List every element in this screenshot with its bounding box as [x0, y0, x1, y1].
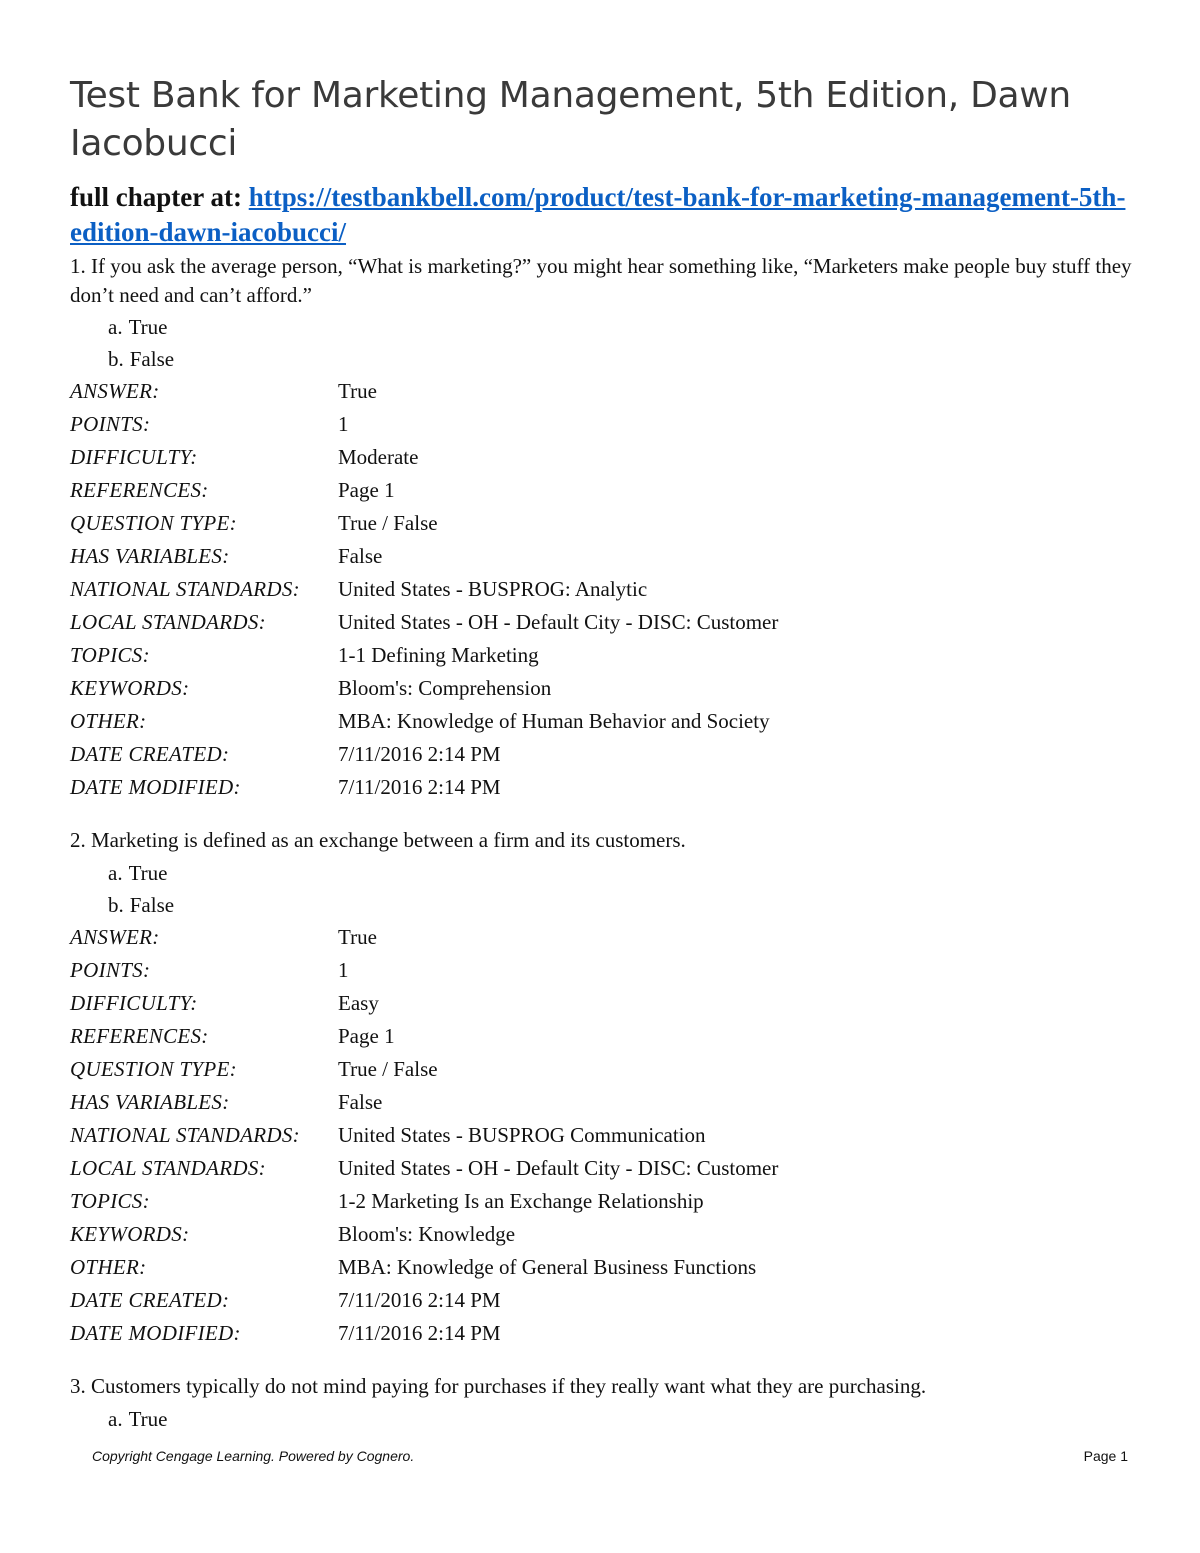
question-text: 2. Marketing is defined as an exchange between a firm and its customers. [70, 828, 686, 852]
points-value: 1 [338, 412, 349, 436]
question-text: 1. If you ask the average person, “What is marketing?” you might hear something like, “Marketers make people buy stuff they don’t need and can’t afford.” [70, 254, 1132, 307]
option-b: b. False [108, 347, 175, 371]
local-standards-label: LOCAL STANDARDS: [70, 610, 266, 634]
question-metadata [70, 375, 1140, 804]
keywords-value: Bloom's: Comprehension [338, 676, 552, 700]
question-type-value: True / False [338, 511, 438, 535]
question-metadata [70, 921, 1140, 1350]
points-label: POINTS: [70, 412, 151, 436]
keywords-value: Bloom's: Knowledge [338, 1221, 516, 1246]
keywords-label: KEYWORDS: [70, 1221, 190, 1246]
date-modified-value: 7/11/2016 2:14 PM [338, 1320, 501, 1345]
other-value: MBA: Knowledge of General Business Functions [338, 1254, 757, 1279]
answer-label: ANSWER: [70, 924, 160, 949]
answer-label: ANSWER: [70, 379, 160, 403]
national-standards-value: United States - BUSPROG: Analytic [338, 577, 648, 601]
local-standards-label: LOCAL STANDARDS: [70, 1155, 266, 1180]
question-2 [70, 826, 1140, 1350]
difficulty-value: Moderate [338, 445, 419, 469]
other-value: MBA: Knowledge of Human Behavior and Society [338, 709, 770, 733]
other-label: OTHER: [70, 1254, 147, 1279]
topics-label: TOPICS: [70, 643, 150, 667]
keywords-label: KEYWORDS: [70, 676, 190, 700]
other-label: OTHER: [70, 709, 147, 733]
points-label: POINTS: [70, 957, 151, 982]
chapter-link[interactable]: https://testbankbell.com/product/test-bank-for-marketing-management-5th-edition-dawn-iacobucci/ [70, 182, 1126, 247]
footer-page-number: Page 1 [1083, 1448, 1128, 1464]
references-label: REFERENCES: [70, 1023, 209, 1048]
topics-value: 1-2 Marketing Is an Exchange Relationship [338, 1188, 704, 1213]
difficulty-label: DIFFICULTY: [70, 445, 198, 469]
topics-value: 1-1 Defining Marketing [338, 643, 539, 667]
date-created-label: DATE CREATED: [70, 1287, 230, 1312]
answer-value: True [338, 924, 377, 949]
question-type-label: QUESTION TYPE: [70, 511, 237, 535]
has-variables-value: False [338, 544, 383, 568]
option-a: a. True [108, 315, 168, 339]
option-b: b. False [108, 892, 175, 917]
option-a: a. True [108, 1406, 168, 1431]
difficulty-label: DIFFICULTY: [70, 990, 198, 1015]
option-a: a. True [108, 860, 168, 885]
local-standards-value: United States - OH - Default City - DISC: Customer [338, 610, 779, 634]
document-title: Test Bank for Marketing Management, 5th Edition, Dawn Iacobucci [70, 75, 1071, 164]
question-type-value: True / False [338, 1056, 438, 1081]
references-value: Page 1 [338, 478, 395, 502]
references-value: Page 1 [338, 1023, 395, 1048]
national-standards-value: United States - BUSPROG Communication [338, 1122, 706, 1147]
has-variables-label: HAS VARIABLES: [70, 1089, 230, 1114]
references-label: REFERENCES: [70, 478, 209, 502]
has-variables-value: False [338, 1089, 383, 1114]
points-value: 1 [338, 957, 349, 982]
date-created-value: 7/11/2016 2:14 PM [338, 742, 501, 766]
date-modified-value: 7/11/2016 2:14 PM [338, 775, 501, 799]
topics-label: TOPICS: [70, 1188, 150, 1213]
chapter-link-line [70, 180, 1150, 250]
footer-copyright: Copyright Cengage Learning. Powered by Cognero. [92, 1448, 415, 1464]
local-standards-value: United States - OH - Default City - DISC: Customer [338, 1155, 779, 1180]
question-text: 3. Customers typically do not mind paying for purchases if they really want what they are purchasing. [70, 1374, 927, 1398]
answer-value: True [338, 379, 377, 403]
date-modified-label: DATE MODIFIED: [70, 775, 241, 799]
question-type-label: QUESTION TYPE: [70, 1056, 237, 1081]
national-standards-label: NATIONAL STANDARDS: [70, 577, 300, 601]
has-variables-label: HAS VARIABLES: [70, 544, 230, 568]
question-3 [70, 1372, 1140, 1435]
date-modified-label: DATE MODIFIED: [70, 1320, 241, 1345]
chapter-label: full chapter at: [70, 182, 249, 212]
date-created-label: DATE CREATED: [70, 742, 230, 766]
difficulty-value: Easy [338, 990, 379, 1015]
national-standards-label: NATIONAL STANDARDS: [70, 1122, 300, 1147]
date-created-value: 7/11/2016 2:14 PM [338, 1287, 501, 1312]
question-1 [70, 252, 1140, 804]
